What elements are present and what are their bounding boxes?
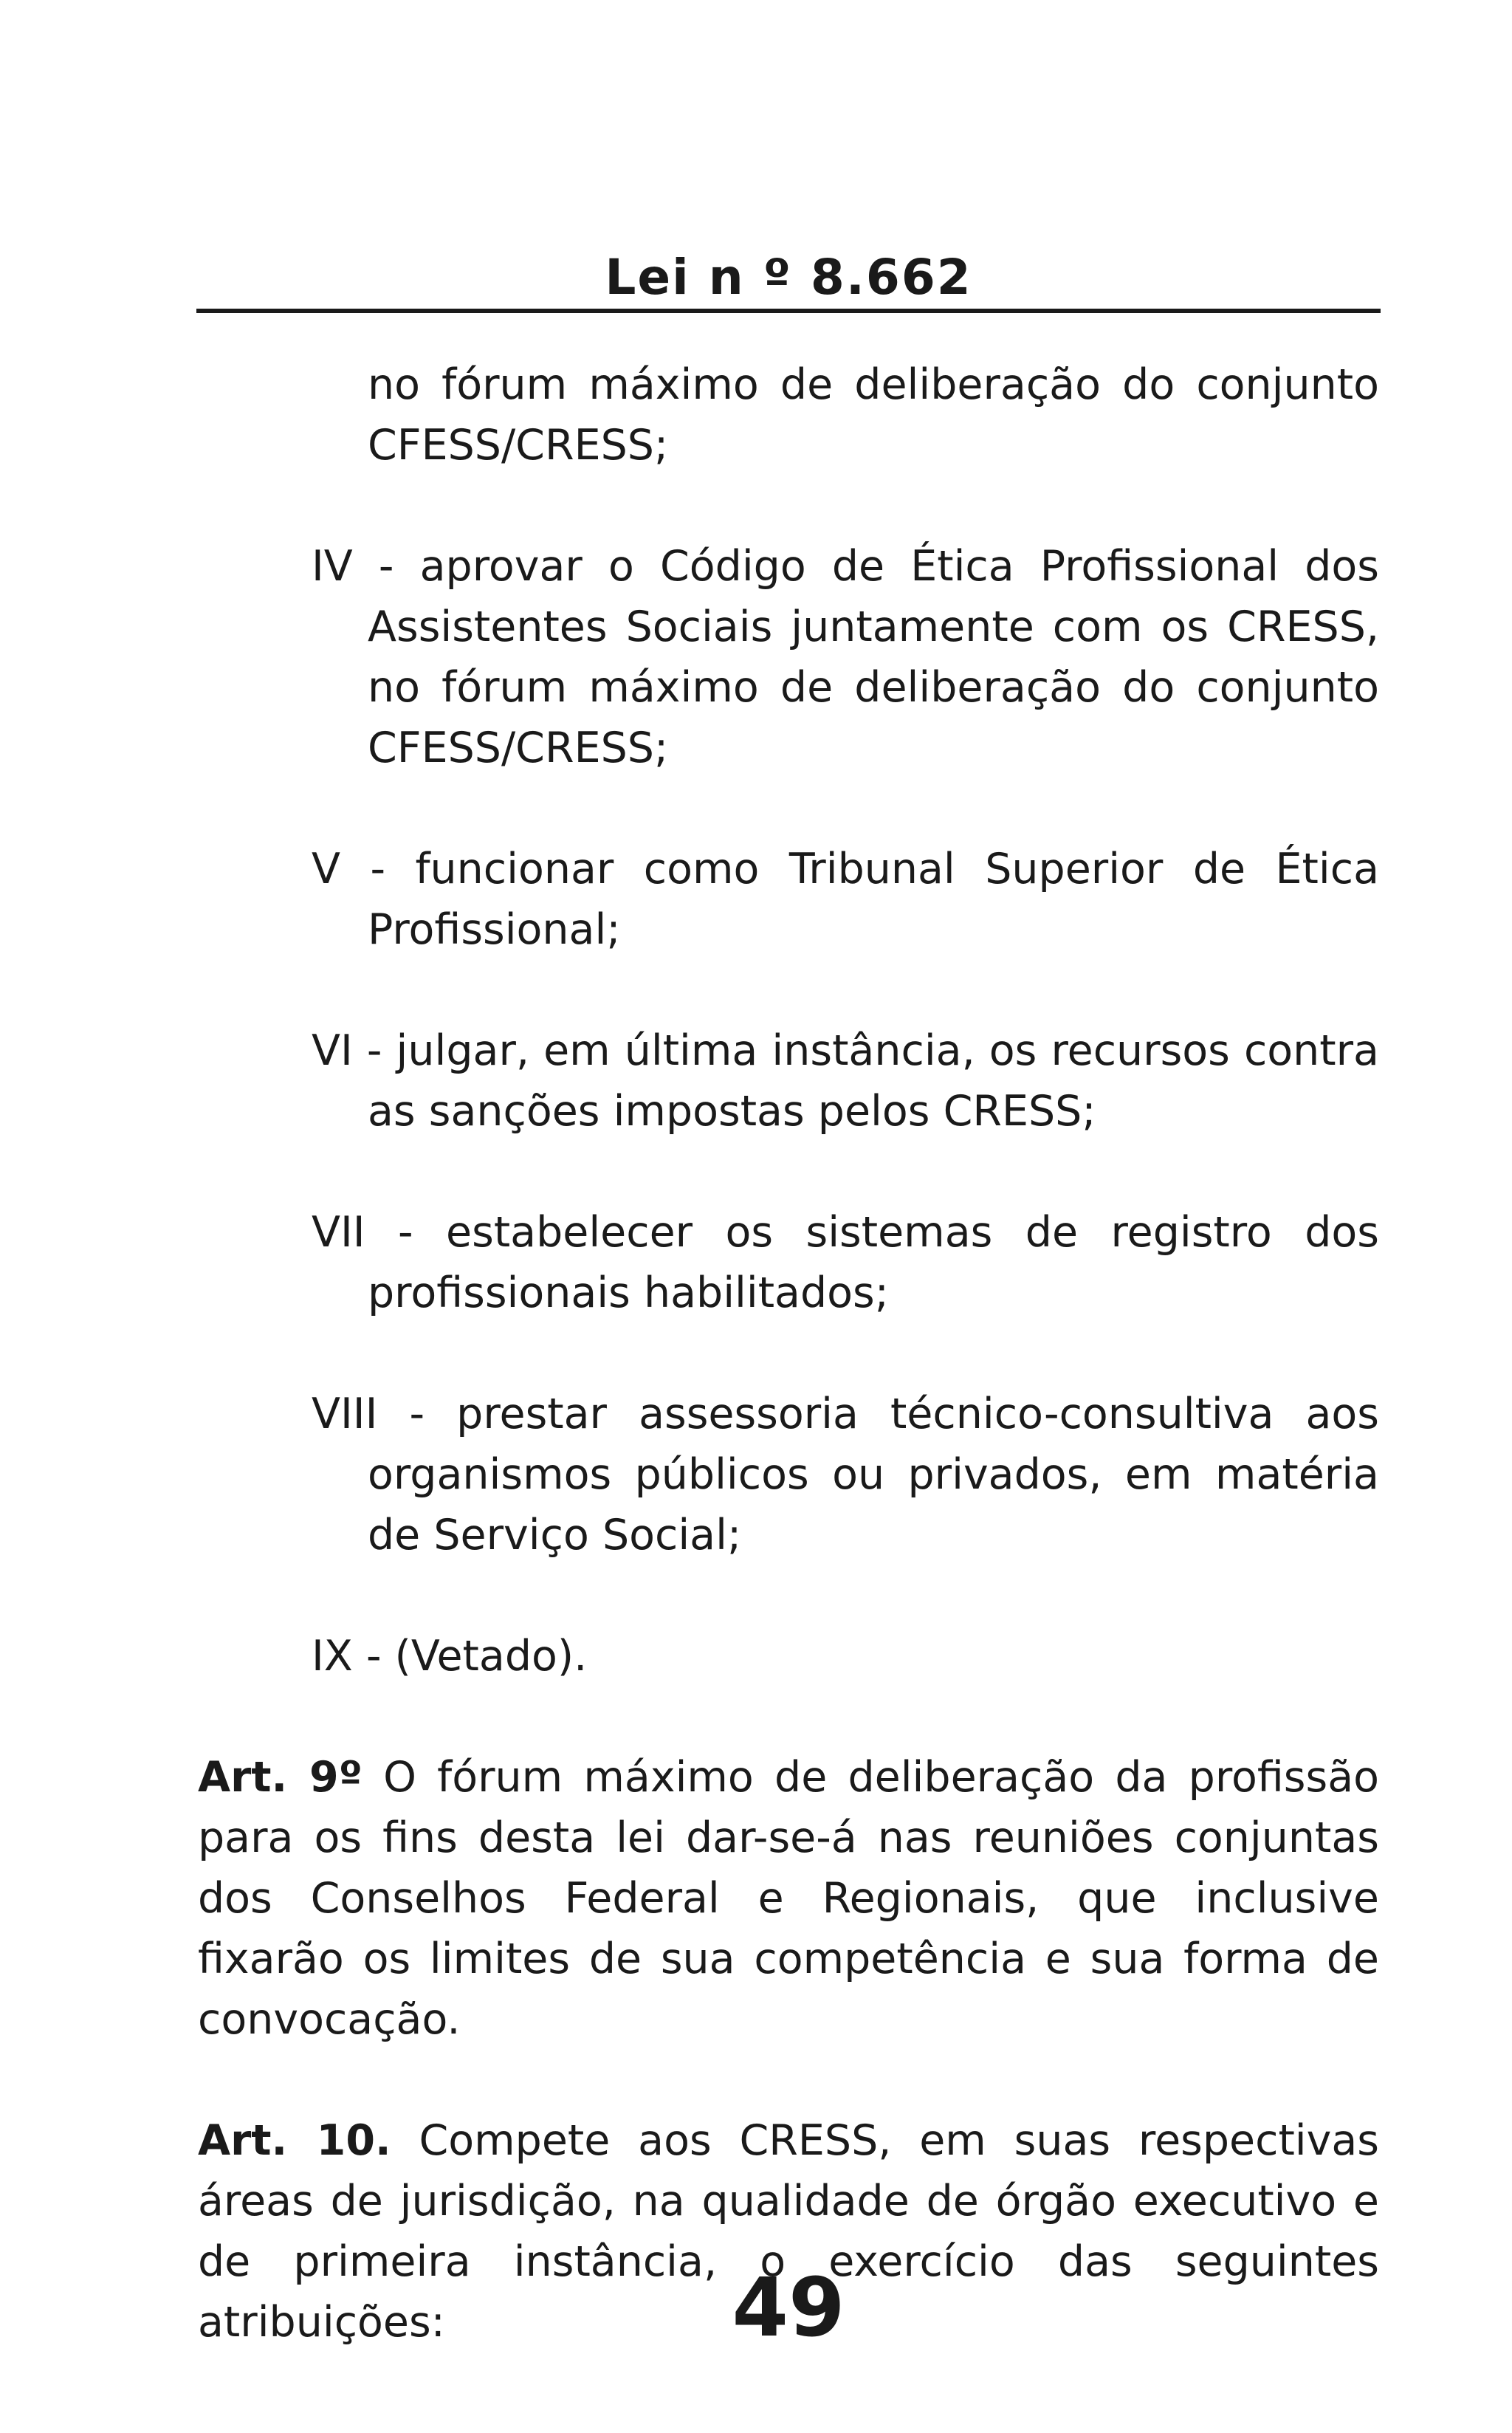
list-item-ix: IX - (Vetado).	[312, 1632, 588, 1681]
header-rule	[196, 309, 1381, 313]
article-9-label: Art. 9º	[198, 1753, 362, 1802]
page-body	[198, 354, 1379, 2413]
list-item-iv: IV - aprovar o Código de Ética Profissional dos Assistentes Sociais juntamente com os CRESS, no fórum máximo de deliberação do conjunto CFESS/CRESS;	[312, 542, 1379, 772]
list-item-v: V - funcionar como Tribunal Superior de Ética Profissional;	[312, 845, 1379, 954]
list-item-viii: VIII - prestar assessoria técnico-consultiva aos organismos públicos ou privados, em matéria de Serviço Social;	[312, 1390, 1379, 1559]
page-number: 49	[732, 2260, 845, 2355]
list-item-vi: VI - julgar, em última instância, os recursos contra as sanções impostas pelos CRESS;	[312, 1026, 1379, 1136]
list-item-vii: VII - estabelecer os sistemas de registro dos profissionais habilitados;	[312, 1208, 1379, 1317]
article-9	[198, 1747, 1379, 2050]
article-10-text: Compete aos CRESS, em suas respectivas áreas de jurisdição, na qualidade de órgão executivo e de primeira instância, o exercício das seguintes atribuições:	[198, 2116, 1379, 2347]
article-10-label: Art. 10.	[198, 2116, 391, 2165]
list-item-continuation: no fórum máximo de deliberação do conjunto CFESS/CRESS;	[368, 360, 1379, 470]
running-head-title: Lei n º 8.662	[605, 249, 972, 306]
article-9-text: O fórum máximo de deliberação da profissão para os fins desta lei dar-se-á nas reuniões conjuntas dos Conselhos Federal e Regionais, que inclusive fixarão os limites de sua competência e sua forma de convocação.	[198, 1753, 1379, 2044]
